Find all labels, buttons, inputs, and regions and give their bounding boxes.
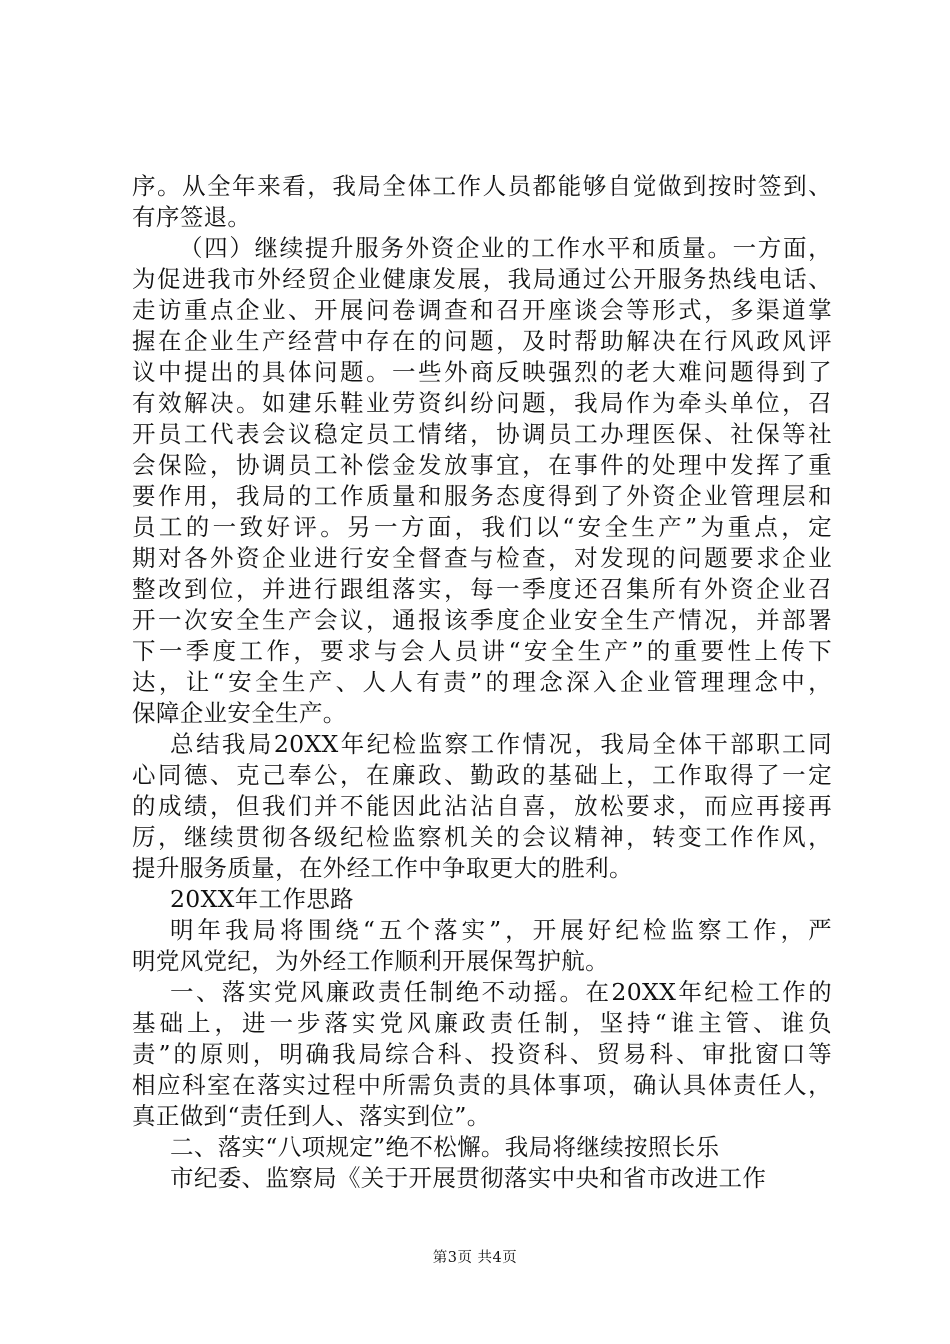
section-heading: 20XX年工作思路: [170, 885, 355, 913]
text-line: 开员工代表会议稳定员工情绪，协调员工办理医保、社保等社: [132, 420, 832, 448]
text-line: 整改到位，并进行跟组落实，每一季度还召集所有外资企业召: [132, 575, 832, 603]
text-line: 握在企业生产经营中存在的问题，及时帮助解决在行风政风评: [132, 327, 832, 355]
text-line: 会保险，协调员工补偿金发放事宜，在事件的处理中发挥了重: [132, 451, 832, 479]
text-line: 明年我局将围绕“五个落实”，开展好纪检监察工作，严: [170, 916, 832, 944]
text-line: 下一季度工作，要求与会人员讲“安全生产”的重要性上传下: [132, 637, 832, 665]
text-line: 市纪委、监察局《关于开展贯彻落实中央和省市改进工作: [170, 1164, 767, 1192]
text-line: 心同德、克己奉公，在廉政、勤政的基础上，工作取得了一定: [132, 761, 832, 789]
text-line: （四）继续提升服务外资企业的工作水平和质量。一方面，: [179, 234, 832, 262]
text-line: 为促进我市外经贸企业健康发展，我局通过公开服务热线电话、: [132, 265, 832, 293]
text-line: 走访重点企业、开展问卷调查和召开座谈会等形式，多渠道掌: [132, 296, 832, 324]
text-line: 明党风党纪，为外经工作顺利开展保驾护航。: [132, 947, 609, 975]
document-body: [132, 171, 832, 1194]
text-line: 相应科室在落实过程中所需负责的具体事项，确认具体责任人，: [132, 1071, 832, 1099]
text-line: 有效解决。如建乐鞋业劳资纠纷问题，我局作为牵头单位，召: [132, 389, 832, 417]
page-footer: 第3页 共4页: [432, 1250, 518, 1266]
text-line: 议中提出的具体问题。一些外商反映强烈的老大难问题得到了: [132, 358, 832, 386]
text-line: 一、落实党风廉政责任制绝不动摇。在20XX年纪检工作的: [170, 978, 832, 1006]
text-line: 的成绩，但我们并不能因此沾沾自喜，放松要求，而应再接再: [132, 792, 832, 820]
text-line: 期对各外资企业进行安全督查与检查，对发现的问题要求企业: [132, 544, 832, 572]
text-line: 要作用，我局的工作质量和服务态度得到了外资企业管理层和: [132, 482, 832, 510]
text-line: 厉，继续贯彻各级纪检监察机关的会议精神，转变工作作风，: [132, 823, 832, 851]
text-line: 开一次安全生产会议，通报该季度企业安全生产情况，并部署: [132, 606, 832, 634]
text-line: 提升服务质量，在外经工作中争取更大的胜利。: [132, 854, 633, 882]
text-line: 员工的一致好评。另一方面，我们以“安全生产”为重点，定: [132, 513, 832, 541]
text-line: 有序签退。: [132, 203, 252, 231]
text-line: 总结我局20XX年纪检监察工作情况，我局全体干部职工同: [170, 730, 832, 758]
text-line: 真正做到“责任到人、落实到位”。: [132, 1102, 491, 1130]
text-line: 序。从全年来看，我局全体工作人员都能够自觉做到按时签到、: [132, 172, 832, 200]
text-line: 基础上，进一步落实党风廉政责任制，坚持“谁主管、谁负: [132, 1009, 832, 1037]
text-line: 达，让“安全生产、人人有责”的理念深入企业管理理念中，: [132, 668, 832, 696]
text-line: 保障企业安全生产。: [132, 699, 347, 727]
text-line: 责”的原则，明确我局综合科、投资科、贸易科、审批窗口等: [132, 1040, 832, 1068]
text-line: 二、落实“八项规定”绝不松懈。我局将继续按照长乐: [170, 1133, 720, 1161]
